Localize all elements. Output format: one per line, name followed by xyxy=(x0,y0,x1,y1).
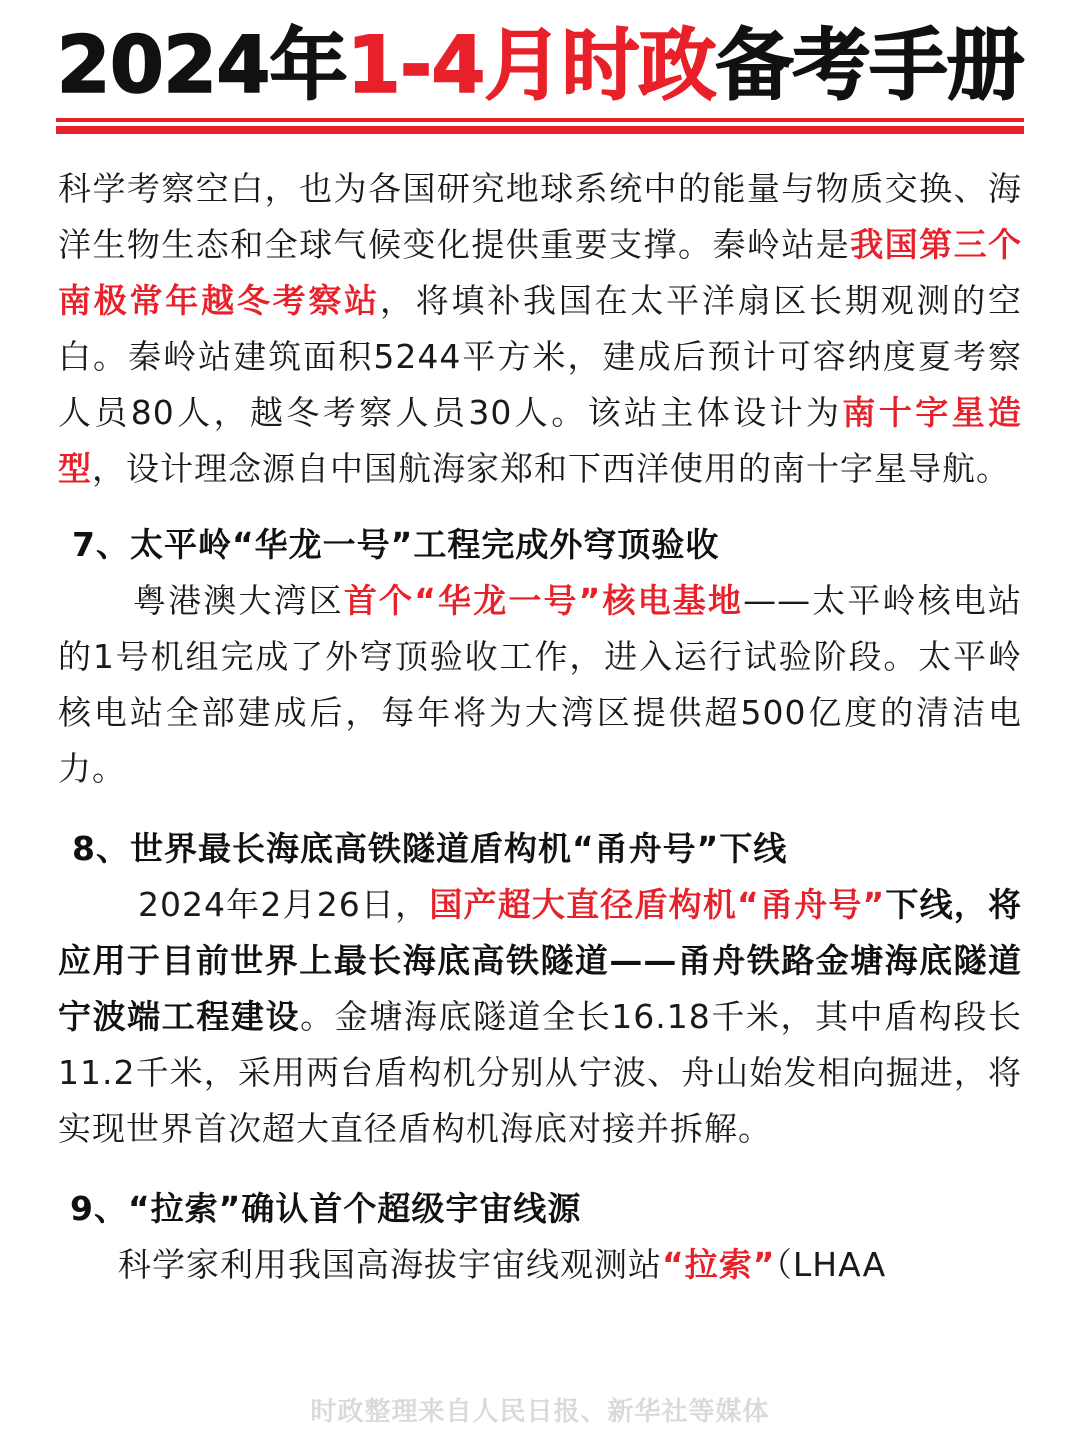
highlight-text: 首个“华龙一号”核电基地 xyxy=(343,581,744,620)
highlight-text: 南十字星造型 xyxy=(58,393,1023,488)
section-paragraph-8: 2024年2月26日，国产超大直径盾构机“甬舟号”下线，将应用于目前世界上最长海底高铁隧道——甬舟铁路金塘海底隧道宁波端工程建设。金塘海底隧道全长16.18千米，其中盾构段长11.2千米，采用两台盾构机分别从宁波、舟山始发相向掘进，将实现世界首次超大直径盾构机海底对接并拆解。 xyxy=(58,885,1023,1148)
title-suffix: 备考手册 xyxy=(715,21,1024,111)
page-title xyxy=(40,14,1040,118)
article-body xyxy=(58,161,1022,1293)
section-paragraph-9: 科学家利用我国高海拔宇宙线观测站“拉索”（LHAA xyxy=(118,1245,887,1284)
bold-text: 下线，将应用于目前世界上最长海底高铁隧道——甬舟铁路金塘海底隧道宁波端工程建设 xyxy=(58,885,1022,1036)
title-divider-thick xyxy=(56,126,1024,134)
highlight-text: 我国第三个南极常年越冬考察站 xyxy=(58,225,1023,320)
source-watermark: 时政整理来自人民日报、新华社等媒体 xyxy=(310,1397,770,1427)
intro-paragraph: 科学考察空白，也为各国研究地球系统中的能量与物质交换、海洋生物生态和全球气候变化提供重要支撑。秦岭站是我国第三个南极常年越冬考察站，将填补我国在太平洋扇区长期观测的空白。秦岭站建筑面积5244平方米，建成后预计可容纳度夏考察人员80人，越冬考察人员30人。该站主体设计为南十字星造型，设计理念源自中国航海家郑和下西洋使用的南十字星导航。 xyxy=(58,169,1023,488)
highlight-text: “拉索” xyxy=(662,1245,776,1284)
section-heading-9: 9、“拉索”确认首个超级宇宙线源 xyxy=(70,1189,582,1228)
title-highlight: 1-4月时政 xyxy=(346,21,716,111)
section-heading-7: 7、太平岭“华龙一号”工程完成外穹顶验收 xyxy=(72,525,720,564)
section-paragraph-7: 粤港澳大湾区首个“华龙一号”核电基地——太平岭核电站的1号机组完成了外穹顶验收工作，进入运行试验阶段。太平岭核电站全部建成后，每年将为大湾区提供超500亿度的清洁电力。 xyxy=(58,581,1022,788)
title-divider-thin xyxy=(56,118,1024,122)
title-prefix: 2024年 xyxy=(56,21,347,111)
section-heading-8: 8、世界最长海底高铁隧道盾构机“甬舟号”下线 xyxy=(72,829,788,868)
highlight-text: 国产超大直径盾构机“甬舟号” xyxy=(429,885,886,924)
